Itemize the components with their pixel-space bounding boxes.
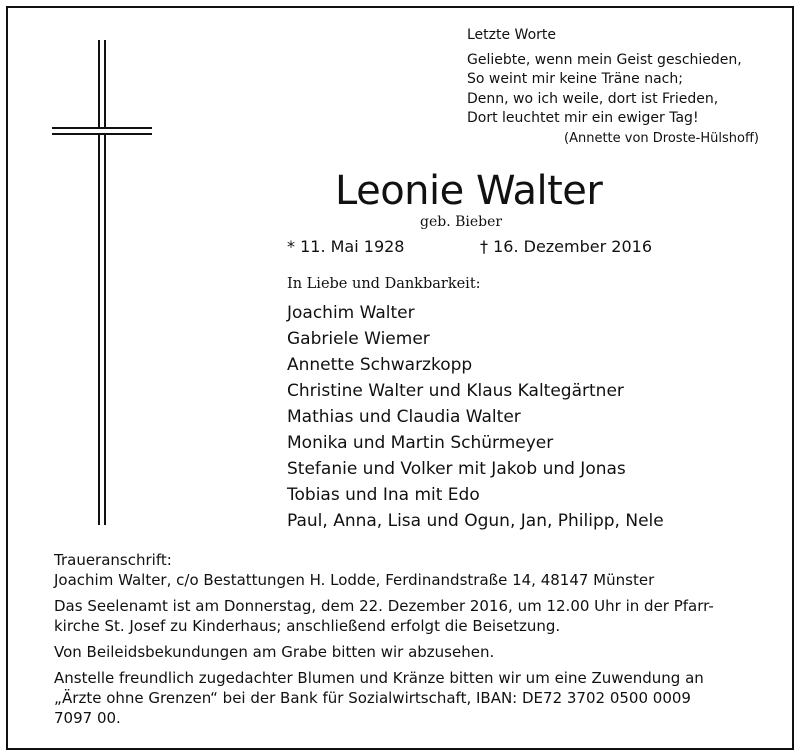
mourner-name: Gabriele Wiemer	[287, 329, 430, 349]
poem-line: Dort leuchtet mir ein ewiger Tag!	[467, 110, 699, 126]
maiden-name: geb. Bieber	[420, 214, 503, 230]
mourner-name: Tobias und Ina mit Edo	[287, 485, 480, 505]
mourner-name: Stefanie und Volker mit Jakob und Jonas	[287, 459, 626, 479]
info-block	[54, 550, 754, 734]
donation-text	[54, 668, 754, 728]
condolence-text: Von Beileidsbekundungen am Grabe bitten wir abzusehen.	[54, 643, 495, 661]
poem-block	[467, 26, 787, 148]
mourner-name: Monika und Martin Schürmeyer	[287, 433, 554, 453]
address-text: Joachim Walter, c/o Bestattungen H. Lodde, Ferdinandstraße 14, 48147 Münster	[54, 571, 655, 589]
address-block	[54, 550, 754, 590]
poem-line: Denn, wo ich weile, dort ist Frieden,	[467, 90, 719, 107]
address-label: Traueranschrift:	[54, 551, 172, 569]
poem-attribution: (Annette von Droste-Hülshoff)	[564, 130, 759, 146]
service-text	[54, 596, 754, 636]
mourner-name: Joachim Walter	[287, 303, 415, 323]
donation-line: „Ärzte ohne Grenzen“ bei der Bank für Sozialwirtschaft, IBAN: DE72 3702 0500 0009	[54, 689, 691, 707]
deceased-name: Leonie Walter	[335, 168, 603, 214]
mourners-list	[287, 300, 664, 534]
service-line: kirche St. Josef zu Kinderhaus; anschließend erfolgt die Beisetzung.	[54, 617, 561, 635]
mourner-name: Paul, Anna, Lisa und Ogun, Jan, Philipp, Nele	[287, 511, 664, 531]
service-line: Das Seelenamt ist am Donnerstag, dem 22. Dezember 2016, um 12.00 Uhr in der Pfarr-	[54, 597, 714, 615]
poem-line: Geliebte, wenn mein Geist geschieden,	[467, 51, 742, 68]
poem-line: So weint mir keine Träne nach;	[467, 71, 683, 87]
mourner-name: Christine Walter und Klaus Kaltegärtner	[287, 381, 624, 401]
cross-icon	[98, 40, 106, 525]
mourners-intro: In Liebe und Dankbarkeit:	[287, 276, 481, 292]
poem-title: Letzte Worte	[467, 27, 557, 43]
donation-line: 7097 00.	[54, 709, 121, 727]
death-date: † 16. Dezember 2016	[480, 237, 652, 256]
birth-date: * 11. Mai 1928	[287, 237, 405, 256]
mourner-name: Mathias und Claudia Walter	[287, 407, 521, 427]
mourner-name: Annette Schwarzkopp	[287, 355, 473, 375]
donation-line: Anstelle freundlich zugedachter Blumen und Kränze bitten wir um eine Zuwendung an	[54, 669, 704, 687]
cross-bar	[52, 127, 152, 135]
